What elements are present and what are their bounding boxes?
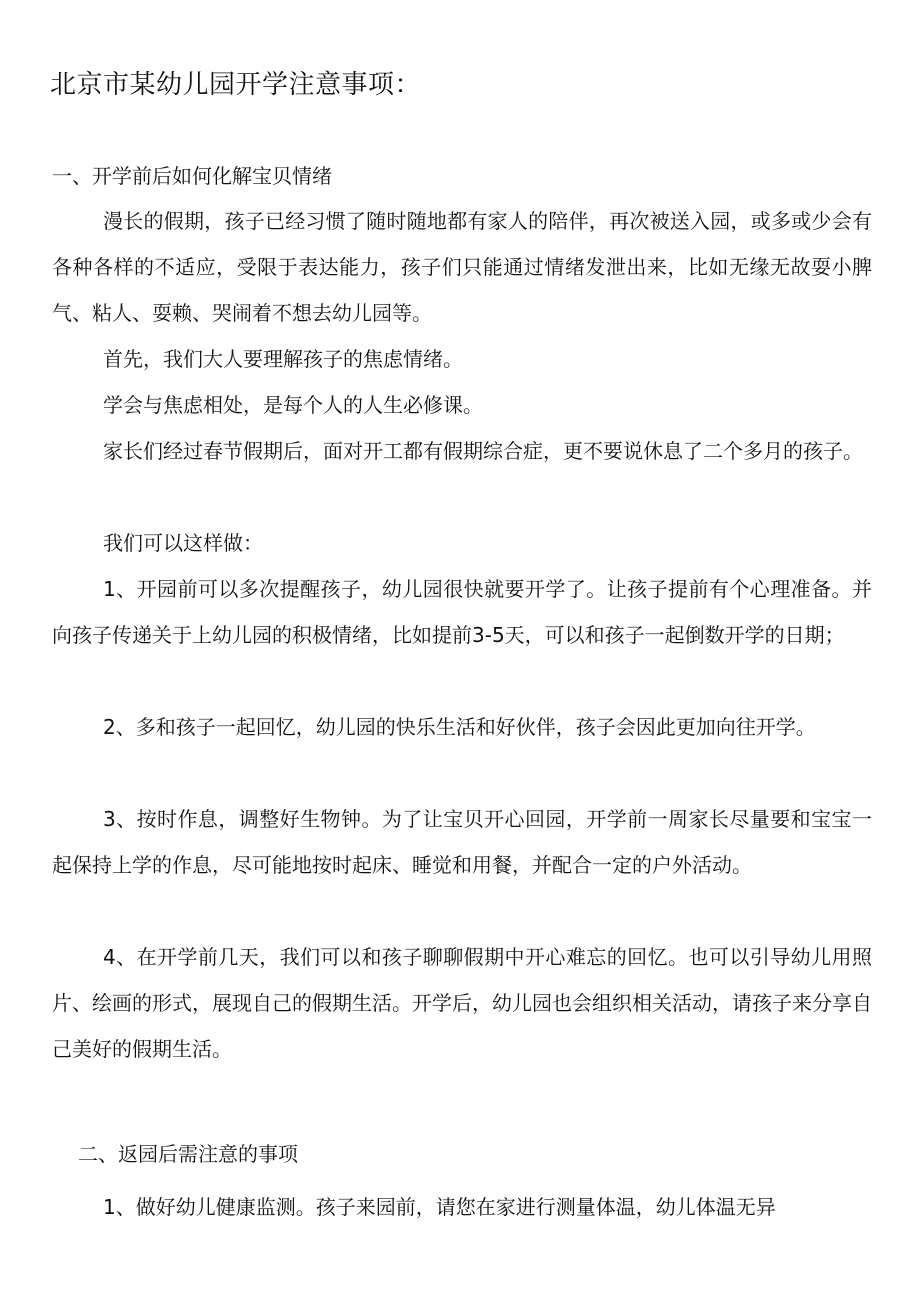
paragraph-intro: 漫长的假期，孩子已经习惯了随时随地都有家人的陪伴，再次被送入园，或多或少会有各种各样的不适应，受限于表达能力，孩子们只能通过情绪发泄出来，比如无缘无故耍小脾气、粘人、耍赖、哭闹着不想去幼儿园等。 [52, 209, 872, 325]
list-item-3: 3、按时作息，调整好生物钟。为了让宝贝开心回园，开学前一周家长尽量要和宝宝一起保持上学的作息，尽可能地按时起床、睡觉和用餐，并配合一定的户外活动。 [52, 807, 872, 877]
list-item-4: 4、在开学前几天，我们可以和孩子聊聊假期中开心难忘的回忆。也可以引导幼儿用照片、绘画的形式，展现自己的假期生活。开学后，幼儿园也会组织相关活动，请孩子来分享自己美好的假期生活。 [52, 945, 872, 1061]
document-title: 北京市某幼儿园开学注意事项： [50, 70, 422, 100]
paragraph-holiday-syndrome: 家长们经过春节假期后，面对开工都有假期综合症，更不要说休息了二个多月的孩子。 [103, 439, 863, 463]
list-item-1: 1、开园前可以多次提醒孩子，幼儿园很快就要开学了。让孩子提前有个心理准备。并向孩子传递关于上幼儿园的积极情绪，比如提前3-5天，可以和孩子一起倒数开学的日期； [52, 577, 872, 647]
section-heading-return: 二、返园后需注意的事项 [78, 1142, 298, 1166]
section-heading-emotions: 一、开学前后如何化解宝贝情绪 [52, 164, 332, 188]
list-item-2: 2、多和孩子一起回忆，幼儿园的快乐生活和好伙伴，孩子会因此更加向往开学。 [103, 715, 816, 739]
paragraph-what-we-can-do: 我们可以这样做： [103, 531, 263, 555]
paragraph-live-with-anxiety: 学会与焦虑相处，是每个人的人生必修课。 [103, 393, 483, 417]
paragraph-understand-anxiety: 首先，我们大人要理解孩子的焦虑情绪。 [103, 347, 463, 371]
list-item-health-monitoring: 1、做好幼儿健康监测。孩子来园前，请您在家进行测量体温，幼儿体温无异 [103, 1195, 776, 1219]
